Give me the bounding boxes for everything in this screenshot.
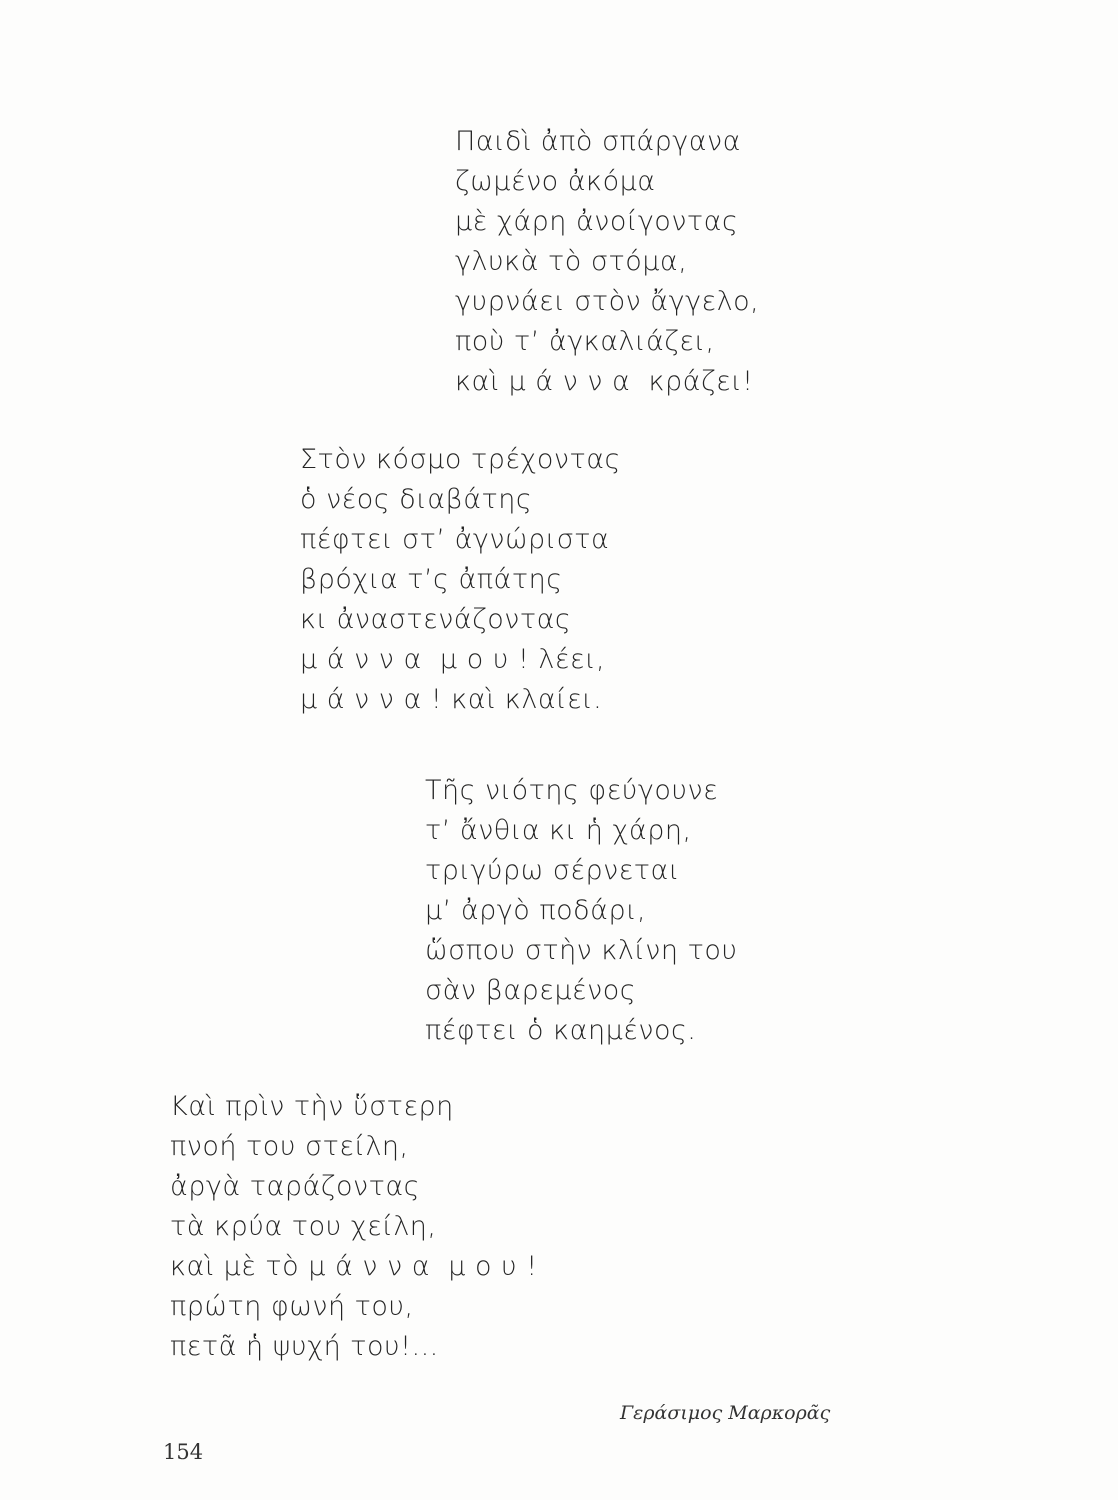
stanza-4 (170, 1087, 538, 1367)
author-name: Γεράσιμος Μαρκορᾶς (620, 1402, 831, 1424)
poem-line: γυρνάει στὸν ἄγγελο, (455, 286, 760, 317)
poem-line: πνοή του στείλη, (170, 1131, 409, 1162)
poem-line: Τῆς νιότης φεύγουνε (425, 775, 719, 806)
poem-line: Παιδὶ ἀπὸ σπάργανα (455, 126, 741, 157)
poem-line: τὰ κρύα του χείλη, (170, 1211, 437, 1242)
page-number: 154 (163, 1440, 204, 1464)
poem-line: πέφτει στ’ ἀγνώριστα (300, 524, 610, 555)
stanza-2 (300, 440, 621, 720)
poem-line: ὥσπου στὴν κλίνη του (425, 935, 738, 966)
poem-line: μ’ ἀργὸ ποδάρι, (425, 895, 647, 926)
poem-line: τ’ ἄνθια κι ἡ χάρη, (425, 815, 692, 846)
poem-line: πρώτη φωνή του, (170, 1291, 414, 1322)
poem-line: ζωμένο ἀκόμα (455, 166, 656, 197)
poem-line: καὶ μὲ τὸ μ ά ν ν α μ ο υ ! (170, 1251, 538, 1282)
poem-line: βρόχια τ’ς ἀπάτης (300, 564, 563, 595)
poem-line: Καὶ πρὶν τὴν ὕστερη (170, 1091, 454, 1122)
poem-line: κι ἀναστενάζοντας (300, 604, 572, 635)
poem-line: τριγύρω σέρνεται (425, 855, 680, 886)
stanza-3 (425, 771, 737, 1051)
poem-line: ὁ νέος διαβάτης (300, 484, 533, 515)
poem-line: μὲ χάρη ἀνοίγοντας (455, 206, 739, 237)
poem-line: μ ά ν ν α ! καὶ κλαίει. (300, 684, 603, 715)
poem-line: γλυκὰ τὸ στόμα, (455, 246, 688, 277)
poem-line: πέφτει ὁ καημένος. (425, 1015, 697, 1046)
poem-line: καὶ μ ά ν ν α κράζει! (455, 366, 754, 397)
stanza-1 (455, 122, 759, 402)
poem-line: ἀργὰ ταράζοντας (170, 1171, 420, 1202)
poem-line: πετᾶ ἡ ψυχή του!... (170, 1331, 439, 1362)
poem-line: ποὺ τ’ ἀγκαλιάζει, (455, 326, 715, 357)
poem-line: μ ά ν ν α μ ο υ ! λέει, (300, 644, 606, 675)
poem-line: Στὸν κόσμο τρέχοντας (300, 444, 621, 475)
poem-line: σὰν βαρεμένος (425, 975, 637, 1006)
